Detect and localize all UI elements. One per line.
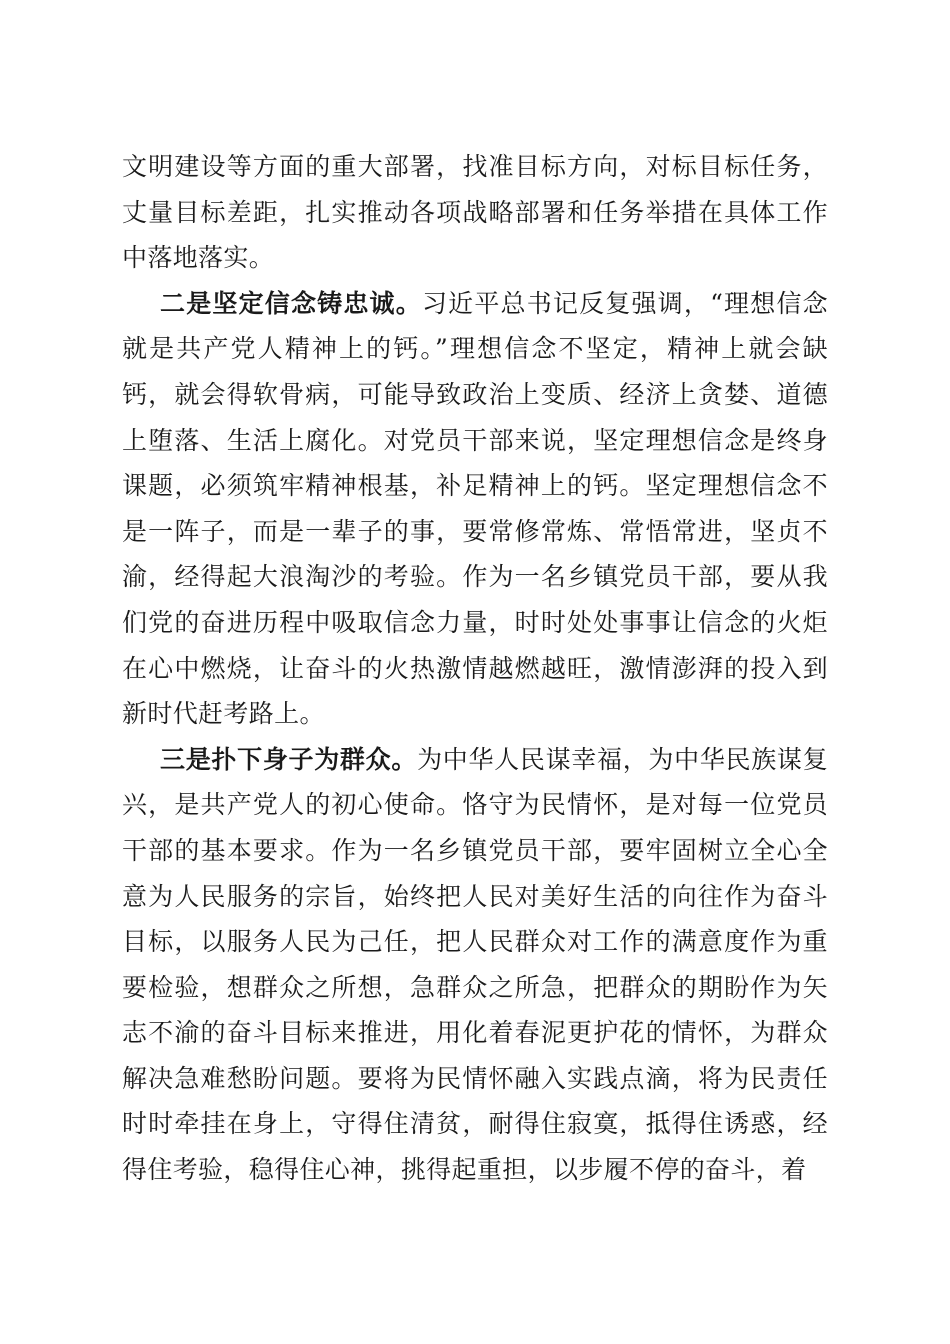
paragraph-text: 文明建设等方面的重大部署，找准目标方向，对标目标任务，丈量目标差距，扎实推动各项战略部署和任务举措在具体工作中落地落实。 [122,152,828,273]
paragraph-continuation [122,144,828,281]
paragraph-heading: 三是扑下身子为群众。 [160,744,418,774]
paragraph-text: 习近平总书记反复强调，“理想信念就是共产党人精神上的钙。”理想信念不坚定，精神上就会缺钙，就会得软骨病，可能导致政治上变质、经济上贪婪、道德上堕落、生活上腐化。对党员干部来说，坚定理想信念是终身课题，必须筑牢精神根基，补足精神上的钙。坚定理想信念不是一阵子，而是一辈子的事，要常修常炼、常悟常进，坚贞不渝，经得起大浪淘沙的考验。作为一名乡镇党员干部，要从我们党的奋进历程中吸取信念力量，时时处处事事让信念的火炬在心中燃烧，让奋斗的火热激情越燃越旺，激情澎湃的投入到新时代赶考路上。 [122,288,828,729]
document-page [122,144,828,1193]
paragraph-text: 为中华人民谋幸福，为中华民族谋复兴，是共产党人的初心使命。恪守为民情怀，是对每一位党员干部的基本要求。作为一名乡镇党员干部，要牢固树立全心全意为人民服务的宗旨，始终把人民对美好生活的向往作为奋斗目标，以服务人民为己任，把人民群众对工作的满意度作为重要检验，想群众之所想，急群众之所急，把群众的期盼作为矢志不渝的奋斗目标来推进，用化着春泥更护花的情怀，为群众解决急难愁盼问题。要将为民情怀融入实践点滴，将为民责任时时牵挂在身上，守得住清贫，耐得住寂寞，抵得住诱惑，经得住考验，稳得住心神，挑得起重担，以步履不停的奋斗，着 [122,744,828,1185]
paragraph-masses [122,737,828,1193]
paragraph-faith [122,281,828,737]
paragraph-heading: 二是坚定信念铸忠诚。 [160,288,422,318]
